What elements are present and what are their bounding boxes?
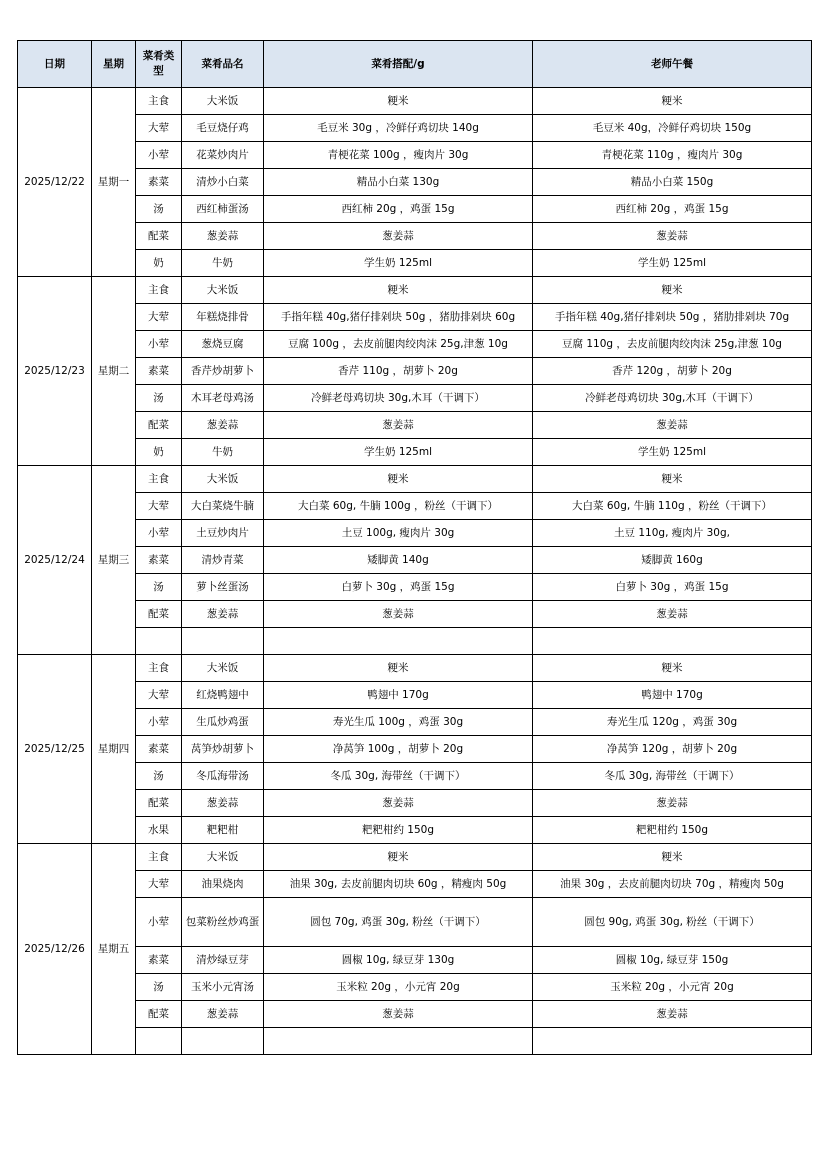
- dish-type-cell: 配菜: [136, 412, 182, 439]
- dish-name-cell: 大米饭: [182, 277, 264, 304]
- dish-mix-cell: 葱姜蒜: [264, 412, 533, 439]
- dish-name-cell: 大白菜烧牛腩: [182, 493, 264, 520]
- dish-name-cell: 土豆炒肉片: [182, 520, 264, 547]
- teacher-meal-cell: 西红柿 20g ，鸡蛋 15g: [533, 196, 812, 223]
- dish-mix-cell: 粳米: [264, 88, 533, 115]
- dish-name-cell: 牛奶: [182, 250, 264, 277]
- table-row: [18, 682, 812, 709]
- dish-name-cell: 葱姜蒜: [182, 790, 264, 817]
- dish-type-cell: 小荤: [136, 331, 182, 358]
- header-name: 菜肴品名: [182, 41, 264, 88]
- date-cell: 2025/12/23: [18, 277, 92, 466]
- dish-mix-cell: 冬瓜 30g, 海带丝（干调下）: [264, 763, 533, 790]
- dish-name-cell: 大米饭: [182, 466, 264, 493]
- dish-name-cell: 包菜粉丝炒鸡蛋: [182, 898, 264, 947]
- dish-type-cell: [136, 1028, 182, 1055]
- dish-type-cell: 大荤: [136, 682, 182, 709]
- dish-name-cell: 毛豆烧仔鸡: [182, 115, 264, 142]
- dish-type-cell: [136, 628, 182, 655]
- dish-type-cell: 小荤: [136, 898, 182, 947]
- dish-type-cell: 素菜: [136, 547, 182, 574]
- dish-mix-cell: 香芹 110g ，胡萝卜 20g: [264, 358, 533, 385]
- table-row: [18, 358, 812, 385]
- teacher-meal-cell: 粑粑柑约 150g: [533, 817, 812, 844]
- dish-mix-cell: 手指年糕 40g,猪仔排剁块 50g ，猪肋排剁块 60g: [264, 304, 533, 331]
- dish-type-cell: 小荤: [136, 520, 182, 547]
- teacher-meal-cell: 学生奶 125ml: [533, 250, 812, 277]
- menu-body: [18, 88, 812, 1055]
- dish-mix-cell: 葱姜蒜: [264, 790, 533, 817]
- dish-type-cell: 小荤: [136, 142, 182, 169]
- dish-mix-cell: 土豆 100g, 瘦肉片 30g: [264, 520, 533, 547]
- teacher-meal-cell: 毛豆米 40g，冷鲜仔鸡切块 150g: [533, 115, 812, 142]
- table-row: [18, 974, 812, 1001]
- teacher-meal-cell: 葱姜蒜: [533, 412, 812, 439]
- header-teacher: 老师午餐: [533, 41, 812, 88]
- table-row: [18, 898, 812, 947]
- dish-mix-cell: 油果 30g, 去皮前腿肉切块 60g ，精瘦肉 50g: [264, 871, 533, 898]
- table-row: [18, 655, 812, 682]
- dish-name-cell: 花菜炒肉片: [182, 142, 264, 169]
- weekday-cell: 星期二: [92, 277, 136, 466]
- date-cell: 2025/12/24: [18, 466, 92, 655]
- dish-type-cell: 汤: [136, 574, 182, 601]
- table-row: [18, 547, 812, 574]
- dish-type-cell: 汤: [136, 974, 182, 1001]
- table-row: [18, 736, 812, 763]
- dish-type-cell: 汤: [136, 763, 182, 790]
- dish-type-cell: 奶: [136, 439, 182, 466]
- dish-mix-cell: 粳米: [264, 466, 533, 493]
- teacher-meal-cell: 冬瓜 30g, 海带丝（干调下）: [533, 763, 812, 790]
- teacher-meal-cell: 手指年糕 40g,猪仔排剁块 50g ，猪肋排剁块 70g: [533, 304, 812, 331]
- table-row: [18, 142, 812, 169]
- teacher-meal-cell: 葱姜蒜: [533, 223, 812, 250]
- teacher-meal-cell: 葱姜蒜: [533, 1001, 812, 1028]
- menu-table: [17, 40, 812, 1055]
- dish-name-cell: 大米饭: [182, 655, 264, 682]
- dish-name-cell: 葱姜蒜: [182, 601, 264, 628]
- dish-name-cell: 葱姜蒜: [182, 223, 264, 250]
- date-cell: 2025/12/22: [18, 88, 92, 277]
- teacher-meal-cell: 粳米: [533, 655, 812, 682]
- table-row: [18, 466, 812, 493]
- teacher-meal-cell: 圆椒 10g, 绿豆芽 150g: [533, 947, 812, 974]
- teacher-meal-cell: 油果 30g ，去皮前腿肉切块 70g ，精瘦肉 50g: [533, 871, 812, 898]
- teacher-meal-cell: 葱姜蒜: [533, 601, 812, 628]
- table-row: [18, 223, 812, 250]
- dish-name-cell: 清炒青菜: [182, 547, 264, 574]
- table-row: [18, 115, 812, 142]
- dish-name-cell: 葱姜蒜: [182, 1001, 264, 1028]
- teacher-meal-cell: 寿光生瓜 120g ，鸡蛋 30g: [533, 709, 812, 736]
- header-weekday: 星期: [92, 41, 136, 88]
- table-row: [18, 947, 812, 974]
- dish-mix-cell: 粳米: [264, 844, 533, 871]
- dish-mix-cell: 毛豆米 30g ，冷鲜仔鸡切块 140g: [264, 115, 533, 142]
- dish-type-cell: 素菜: [136, 947, 182, 974]
- dish-type-cell: 主食: [136, 466, 182, 493]
- dish-name-cell: 冬瓜海带汤: [182, 763, 264, 790]
- dish-mix-cell: 玉米粒 20g ，小元宵 20g: [264, 974, 533, 1001]
- dish-type-cell: 大荤: [136, 115, 182, 142]
- dish-name-cell: 清炒小白菜: [182, 169, 264, 196]
- teacher-meal-cell: 豆腐 110g ，去皮前腿肉绞肉沫 25g,津葱 10g: [533, 331, 812, 358]
- teacher-meal-cell: 粳米: [533, 88, 812, 115]
- dish-type-cell: 主食: [136, 88, 182, 115]
- teacher-meal-cell: 粳米: [533, 466, 812, 493]
- header-mix: 菜肴搭配/g: [264, 41, 533, 88]
- dish-type-cell: 素菜: [136, 358, 182, 385]
- dish-mix-cell: 圆包 70g, 鸡蛋 30g, 粉丝（干调下）: [264, 898, 533, 947]
- teacher-meal-cell: 土豆 110g, 瘦肉片 30g,: [533, 520, 812, 547]
- table-row: [18, 493, 812, 520]
- teacher-meal-cell: 白萝卜 30g ，鸡蛋 15g: [533, 574, 812, 601]
- dish-type-cell: 水果: [136, 817, 182, 844]
- dish-name-cell: 西红柿蛋汤: [182, 196, 264, 223]
- date-cell: 2025/12/26: [18, 844, 92, 1055]
- teacher-meal-cell: 鸭翅中 170g: [533, 682, 812, 709]
- table-row: [18, 574, 812, 601]
- dish-type-cell: 素菜: [136, 169, 182, 196]
- table-row: [18, 304, 812, 331]
- table-row: [18, 790, 812, 817]
- dish-name-cell: 大米饭: [182, 88, 264, 115]
- teacher-meal-cell: 圆包 90g, 鸡蛋 30g, 粉丝（干调下）: [533, 898, 812, 947]
- dish-name-cell: 萝卜丝蛋汤: [182, 574, 264, 601]
- dish-name-cell: 年糕烧排骨: [182, 304, 264, 331]
- table-row: [18, 601, 812, 628]
- dish-name-cell: 清炒绿豆芽: [182, 947, 264, 974]
- dish-mix-cell: 葱姜蒜: [264, 601, 533, 628]
- teacher-meal-cell: [533, 1028, 812, 1055]
- teacher-meal-cell: 葱姜蒜: [533, 790, 812, 817]
- weekday-cell: 星期五: [92, 844, 136, 1055]
- dish-mix-cell: [264, 628, 533, 655]
- header-row: [18, 41, 812, 88]
- dish-type-cell: 主食: [136, 844, 182, 871]
- dish-mix-cell: 粳米: [264, 277, 533, 304]
- weekday-cell: 星期四: [92, 655, 136, 844]
- dish-type-cell: 大荤: [136, 493, 182, 520]
- table-row: [18, 1028, 812, 1055]
- dish-mix-cell: 精品小白菜 130g: [264, 169, 533, 196]
- dish-type-cell: 配菜: [136, 223, 182, 250]
- teacher-meal-cell: 大白菜 60g, 牛腩 110g ，粉丝（干调下）: [533, 493, 812, 520]
- table-row: [18, 709, 812, 736]
- dish-name-cell: 大米饭: [182, 844, 264, 871]
- dish-type-cell: 奶: [136, 250, 182, 277]
- dish-mix-cell: 冷鲜老母鸡切块 30g,木耳（干调下）: [264, 385, 533, 412]
- weekday-cell: 星期三: [92, 466, 136, 655]
- header-type: 菜肴类型: [136, 41, 182, 88]
- dish-mix-cell: 西红柿 20g ，鸡蛋 15g: [264, 196, 533, 223]
- teacher-meal-cell: 粳米: [533, 277, 812, 304]
- dish-name-cell: [182, 628, 264, 655]
- table-row: [18, 439, 812, 466]
- table-row: [18, 385, 812, 412]
- dish-mix-cell: 矮脚黄 140g: [264, 547, 533, 574]
- header-date: 日期: [18, 41, 92, 88]
- teacher-meal-cell: 净莴笋 120g ，胡萝卜 20g: [533, 736, 812, 763]
- teacher-meal-cell: 青梗花菜 110g ，瘦肉片 30g: [533, 142, 812, 169]
- dish-name-cell: 牛奶: [182, 439, 264, 466]
- dish-name-cell: 莴笋炒胡萝卜: [182, 736, 264, 763]
- dish-name-cell: 玉米小元宵汤: [182, 974, 264, 1001]
- table-row: [18, 88, 812, 115]
- teacher-meal-cell: 学生奶 125ml: [533, 439, 812, 466]
- dish-type-cell: 配菜: [136, 601, 182, 628]
- dish-name-cell: 葱烧豆腐: [182, 331, 264, 358]
- dish-name-cell: 粑粑柑: [182, 817, 264, 844]
- weekday-cell: 星期一: [92, 88, 136, 277]
- dish-mix-cell: 粳米: [264, 655, 533, 682]
- dish-name-cell: 葱姜蒜: [182, 412, 264, 439]
- table-row: [18, 1001, 812, 1028]
- date-cell: 2025/12/25: [18, 655, 92, 844]
- teacher-meal-cell: 矮脚黄 160g: [533, 547, 812, 574]
- dish-name-cell: 油果烧肉: [182, 871, 264, 898]
- dish-type-cell: 大荤: [136, 304, 182, 331]
- teacher-meal-cell: 冷鲜老母鸡切块 30g,木耳（干调下）: [533, 385, 812, 412]
- table-row: [18, 763, 812, 790]
- table-row: [18, 196, 812, 223]
- dish-mix-cell: 大白菜 60g, 牛腩 100g ，粉丝（干调下）: [264, 493, 533, 520]
- dish-name-cell: 木耳老母鸡汤: [182, 385, 264, 412]
- dish-mix-cell: 葱姜蒜: [264, 223, 533, 250]
- dish-mix-cell: 净莴笋 100g ，胡萝卜 20g: [264, 736, 533, 763]
- dish-type-cell: 汤: [136, 196, 182, 223]
- dish-type-cell: 汤: [136, 385, 182, 412]
- teacher-meal-cell: 粳米: [533, 844, 812, 871]
- dish-mix-cell: 鸭翅中 170g: [264, 682, 533, 709]
- dish-name-cell: [182, 1028, 264, 1055]
- dish-type-cell: 小荤: [136, 709, 182, 736]
- dish-type-cell: 大荤: [136, 871, 182, 898]
- dish-mix-cell: 学生奶 125ml: [264, 250, 533, 277]
- dish-mix-cell: 寿光生瓜 100g ，鸡蛋 30g: [264, 709, 533, 736]
- dish-name-cell: 红烧鸭翅中: [182, 682, 264, 709]
- teacher-meal-cell: 玉米粒 20g ，小元宵 20g: [533, 974, 812, 1001]
- table-row: [18, 250, 812, 277]
- dish-mix-cell: 青梗花菜 100g ，瘦肉片 30g: [264, 142, 533, 169]
- teacher-meal-cell: 精品小白菜 150g: [533, 169, 812, 196]
- table-row: [18, 169, 812, 196]
- table-row: [18, 520, 812, 547]
- dish-mix-cell: [264, 1028, 533, 1055]
- table-row: [18, 817, 812, 844]
- table-row: [18, 331, 812, 358]
- dish-mix-cell: 豆腐 100g ，去皮前腿肉绞肉沫 25g,津葱 10g: [264, 331, 533, 358]
- table-row: [18, 628, 812, 655]
- teacher-meal-cell: 香芹 120g ，胡萝卜 20g: [533, 358, 812, 385]
- dish-type-cell: 主食: [136, 655, 182, 682]
- dish-name-cell: 香芹炒胡萝卜: [182, 358, 264, 385]
- dish-mix-cell: 圆椒 10g, 绿豆芽 130g: [264, 947, 533, 974]
- dish-mix-cell: 粑粑柑约 150g: [264, 817, 533, 844]
- dish-type-cell: 主食: [136, 277, 182, 304]
- teacher-meal-cell: [533, 628, 812, 655]
- dish-mix-cell: 葱姜蒜: [264, 1001, 533, 1028]
- table-row: [18, 277, 812, 304]
- dish-mix-cell: 白萝卜 30g ，鸡蛋 15g: [264, 574, 533, 601]
- dish-type-cell: 素菜: [136, 736, 182, 763]
- dish-name-cell: 生瓜炒鸡蛋: [182, 709, 264, 736]
- table-row: [18, 844, 812, 871]
- dish-mix-cell: 学生奶 125ml: [264, 439, 533, 466]
- table-row: [18, 412, 812, 439]
- dish-type-cell: 配菜: [136, 790, 182, 817]
- table-row: [18, 871, 812, 898]
- dish-type-cell: 配菜: [136, 1001, 182, 1028]
